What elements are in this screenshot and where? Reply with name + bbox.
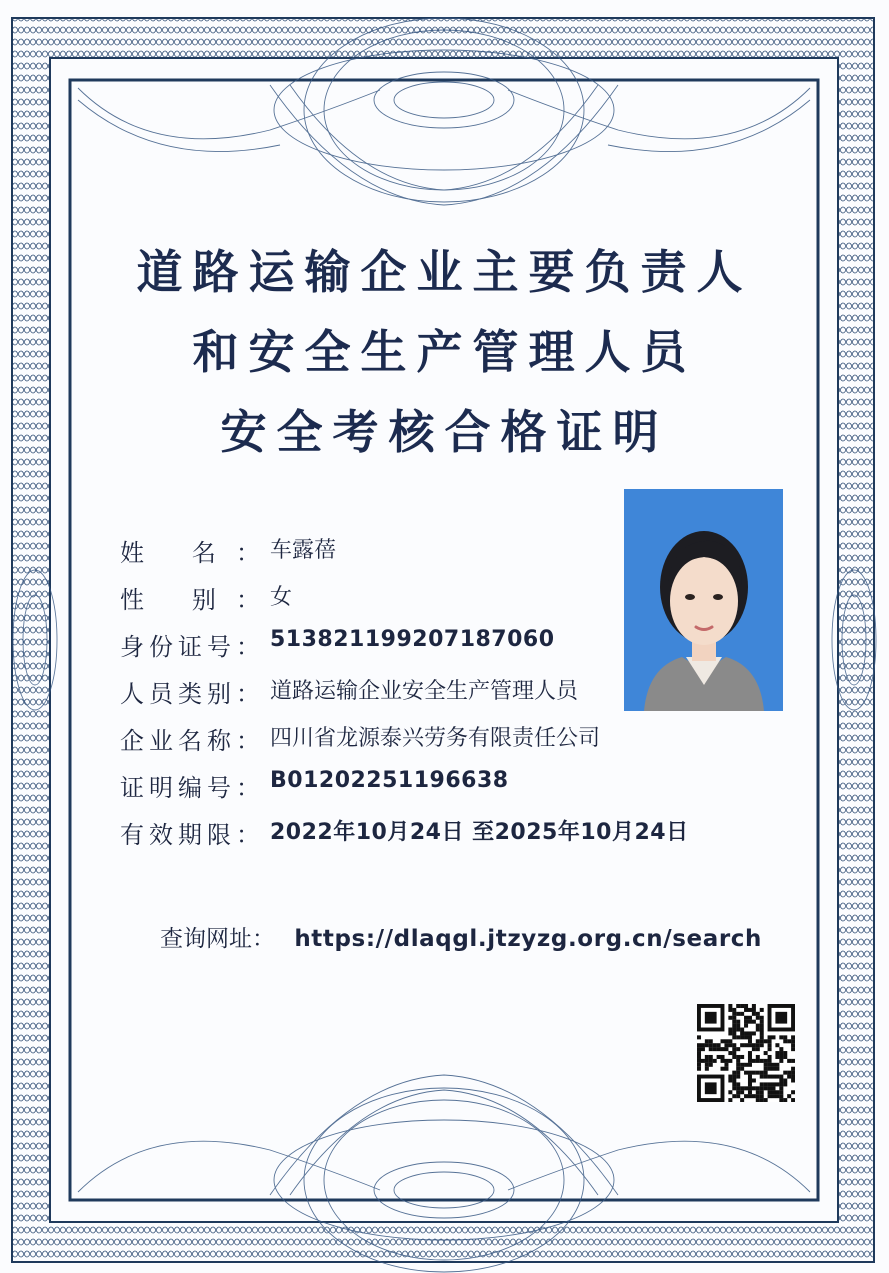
query-website-link[interactable]: https://dlaqgl.jtzyzg.org.cn/search: [294, 926, 763, 952]
certificate-title-line-1: 道路运输企业主要负责人: [136, 245, 753, 299]
personnel-category-value: 道路运输企业安全生产管理人员: [270, 679, 579, 704]
query-website: [160, 920, 762, 953]
certificate-title-line-3: 安全考核合格证明: [220, 405, 669, 459]
name-value: 车露蓓: [270, 538, 337, 563]
company-name-value: 四川省龙源泰兴劳务有限责任公司: [270, 726, 601, 751]
id-photo: [624, 489, 783, 711]
gender-value: 女: [270, 585, 293, 610]
name-label: 姓 名：: [120, 539, 260, 567]
qr-code: [697, 1004, 795, 1102]
certificate-number-label: 证明编号：: [120, 774, 260, 802]
company-name-label: 企业名称：: [120, 727, 260, 755]
id-number-value: 513821199207187060: [270, 627, 555, 652]
gender-label: 性 别：: [120, 586, 260, 614]
id-number-label: 身份证号：: [120, 633, 260, 661]
validity-period-value: 2022年10月24日 至2025年10月24日: [270, 820, 689, 845]
validity-period-label: 有效期限：: [120, 821, 260, 849]
personnel-category-label: 人员类别：: [120, 680, 260, 708]
certificate-title-line-2: 和安全生产管理人员: [192, 325, 697, 379]
certificate-number-value: B01202251196638: [270, 768, 509, 793]
query-website-label: 查询网址：: [160, 926, 275, 952]
